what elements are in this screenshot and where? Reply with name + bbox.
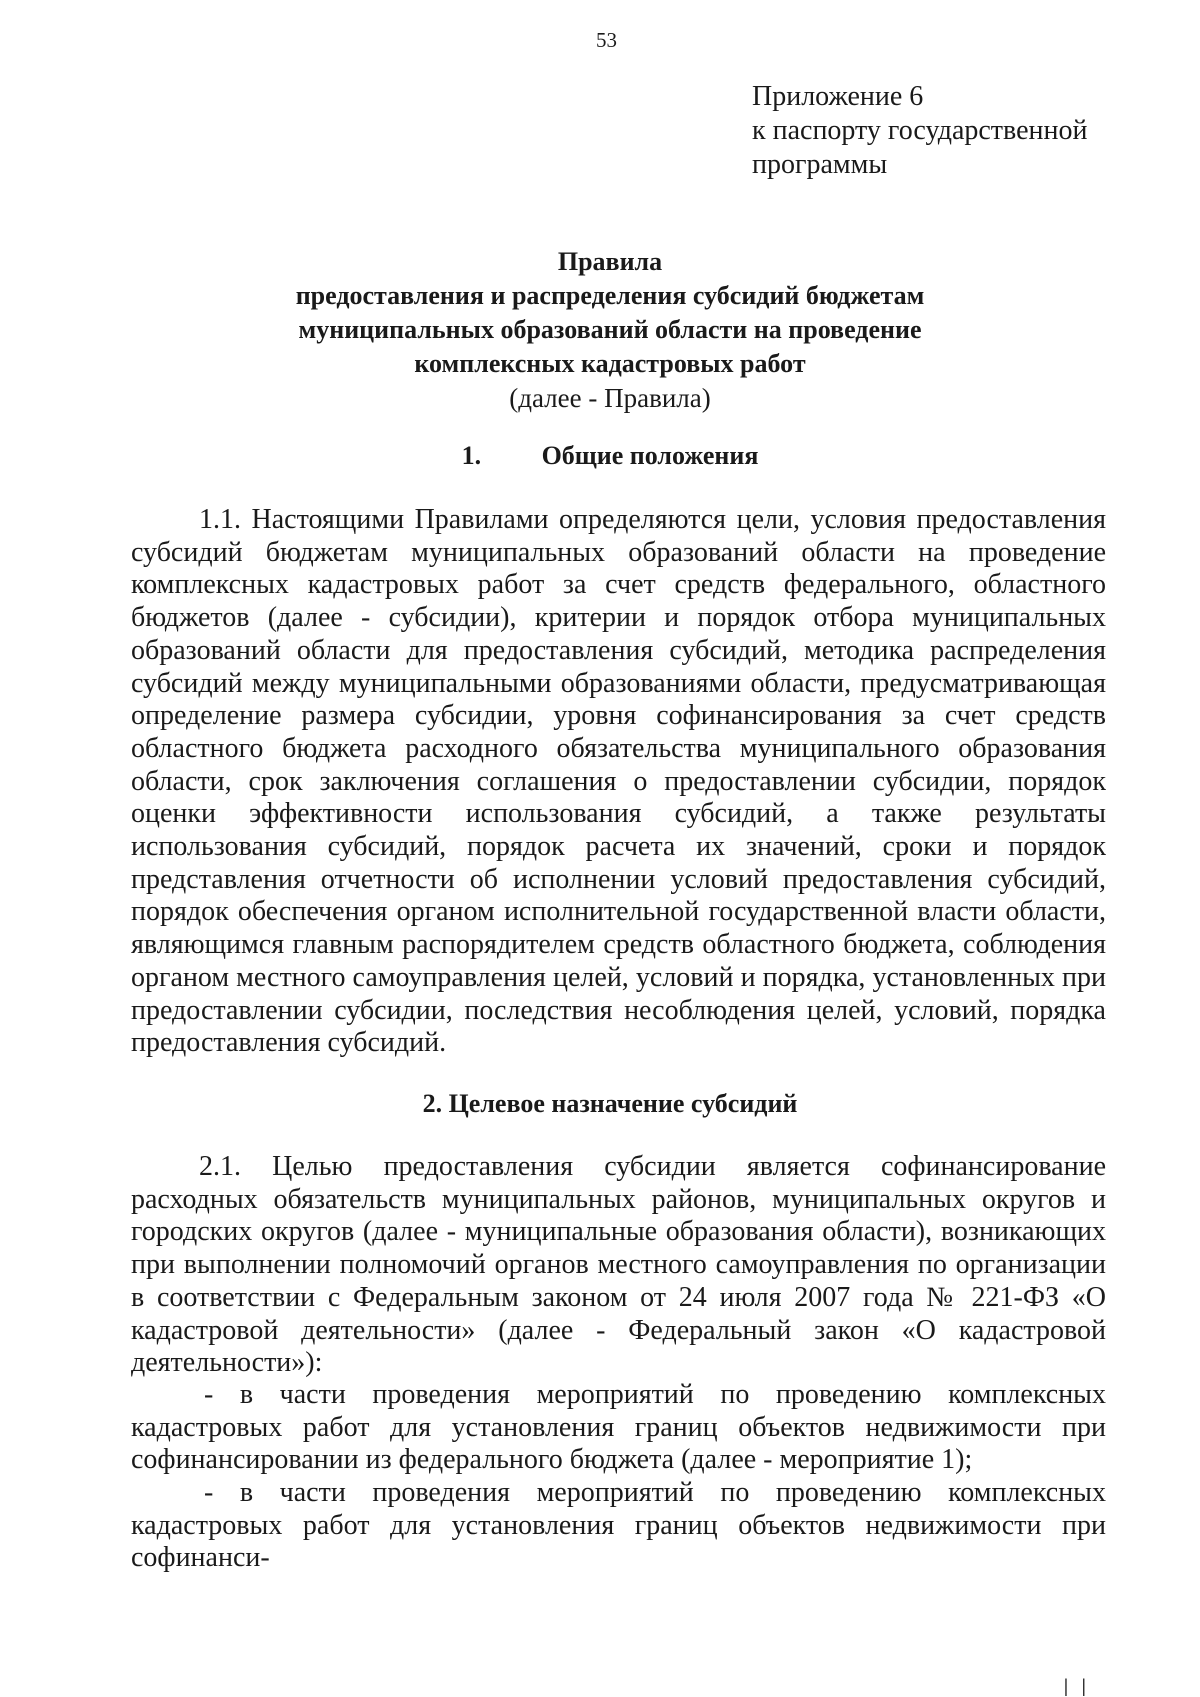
appendix-note <box>752 80 1087 182</box>
title-line: предоставления и распределения субсидий бюджетам <box>295 281 925 310</box>
title-line: Правила <box>557 247 663 276</box>
section-1-heading <box>130 441 1090 471</box>
section-1-title: Общие положения <box>541 441 759 470</box>
title-line: комплексных кадастровых работ <box>414 349 806 378</box>
section-1-number: 1. <box>461 441 482 470</box>
title-line: муниципальных образований области на проведение <box>298 315 922 344</box>
list-item-event-1: - в части проведения мероприятий по проведению комплексных кадастровых работ для установления границ объектов недвижимости при софинансировании из федерального бюджета (далее - мероприятие 1); <box>131 1379 1106 1476</box>
appendix-line: к паспорту государственной <box>752 115 1088 146</box>
paragraph-1-1: 1.1. Настоящими Правилами определяются цели, условия предоставления субсидий бюджетам муниципальных образований области на проведение комплексных кадастровых работ за счет средств федерального, областного бюджетов (далее - субсидии), критерии и порядок отбора муниципальных образований области для предоставления субсидий, методика распределения субсидий между муниципальными образованиями области, предусматривающая определение размера субсидии, уровня софинансирования за счет средств областного бюджета расходного обязательства муниципального образования области, срок заключения соглашения о предоставлении субсидии, порядок оценки эффективности использования субсидий, а также результаты использования субсидий, порядок расчета их значений, сроки и порядок представления отчетности об исполнении условий предоставления субсидий, порядок обеспечения органом исполнительной государственной власти области, являющимся главным распорядителем средств областного бюджета, соблюдения органом местного самоуправления целей, условий и порядка, установленных при предоставлении субсидии, последствия несоблюдения целей, условий, порядка предоставления субсидий. <box>131 504 1106 1059</box>
title-subline: (далее - Правила) <box>509 383 711 413</box>
appendix-line: Приложение 6 <box>752 81 924 112</box>
page-number: 53 <box>596 28 617 52</box>
list-item-event-2: - в части проведения мероприятий по проведению комплексных кадастровых работ для установления границ объектов недвижимости при софинанси- <box>131 1477 1106 1574</box>
paragraph-2-1: 2.1. Целью предоставления субсидии является софинансирование расходных обязательств муниципальных районов, муниципальных округов и городских округов (далее - муниципальные образования области), возникающих при выполнении полномочий органов местного самоуправления по организации в соответствии с Федеральным законом от 24 июля 2007 года № 221-ФЗ «О кадастровой деятельности» (далее - Федеральный закон «О кадастровой деятельности»): <box>131 1151 1106 1379</box>
document-title <box>130 245 1090 415</box>
scan-corner-mark: | | <box>1063 1676 1090 1696</box>
appendix-line: программы <box>752 149 888 180</box>
section-2-heading: 2. Целевое назначение субсидий <box>422 1089 798 1118</box>
